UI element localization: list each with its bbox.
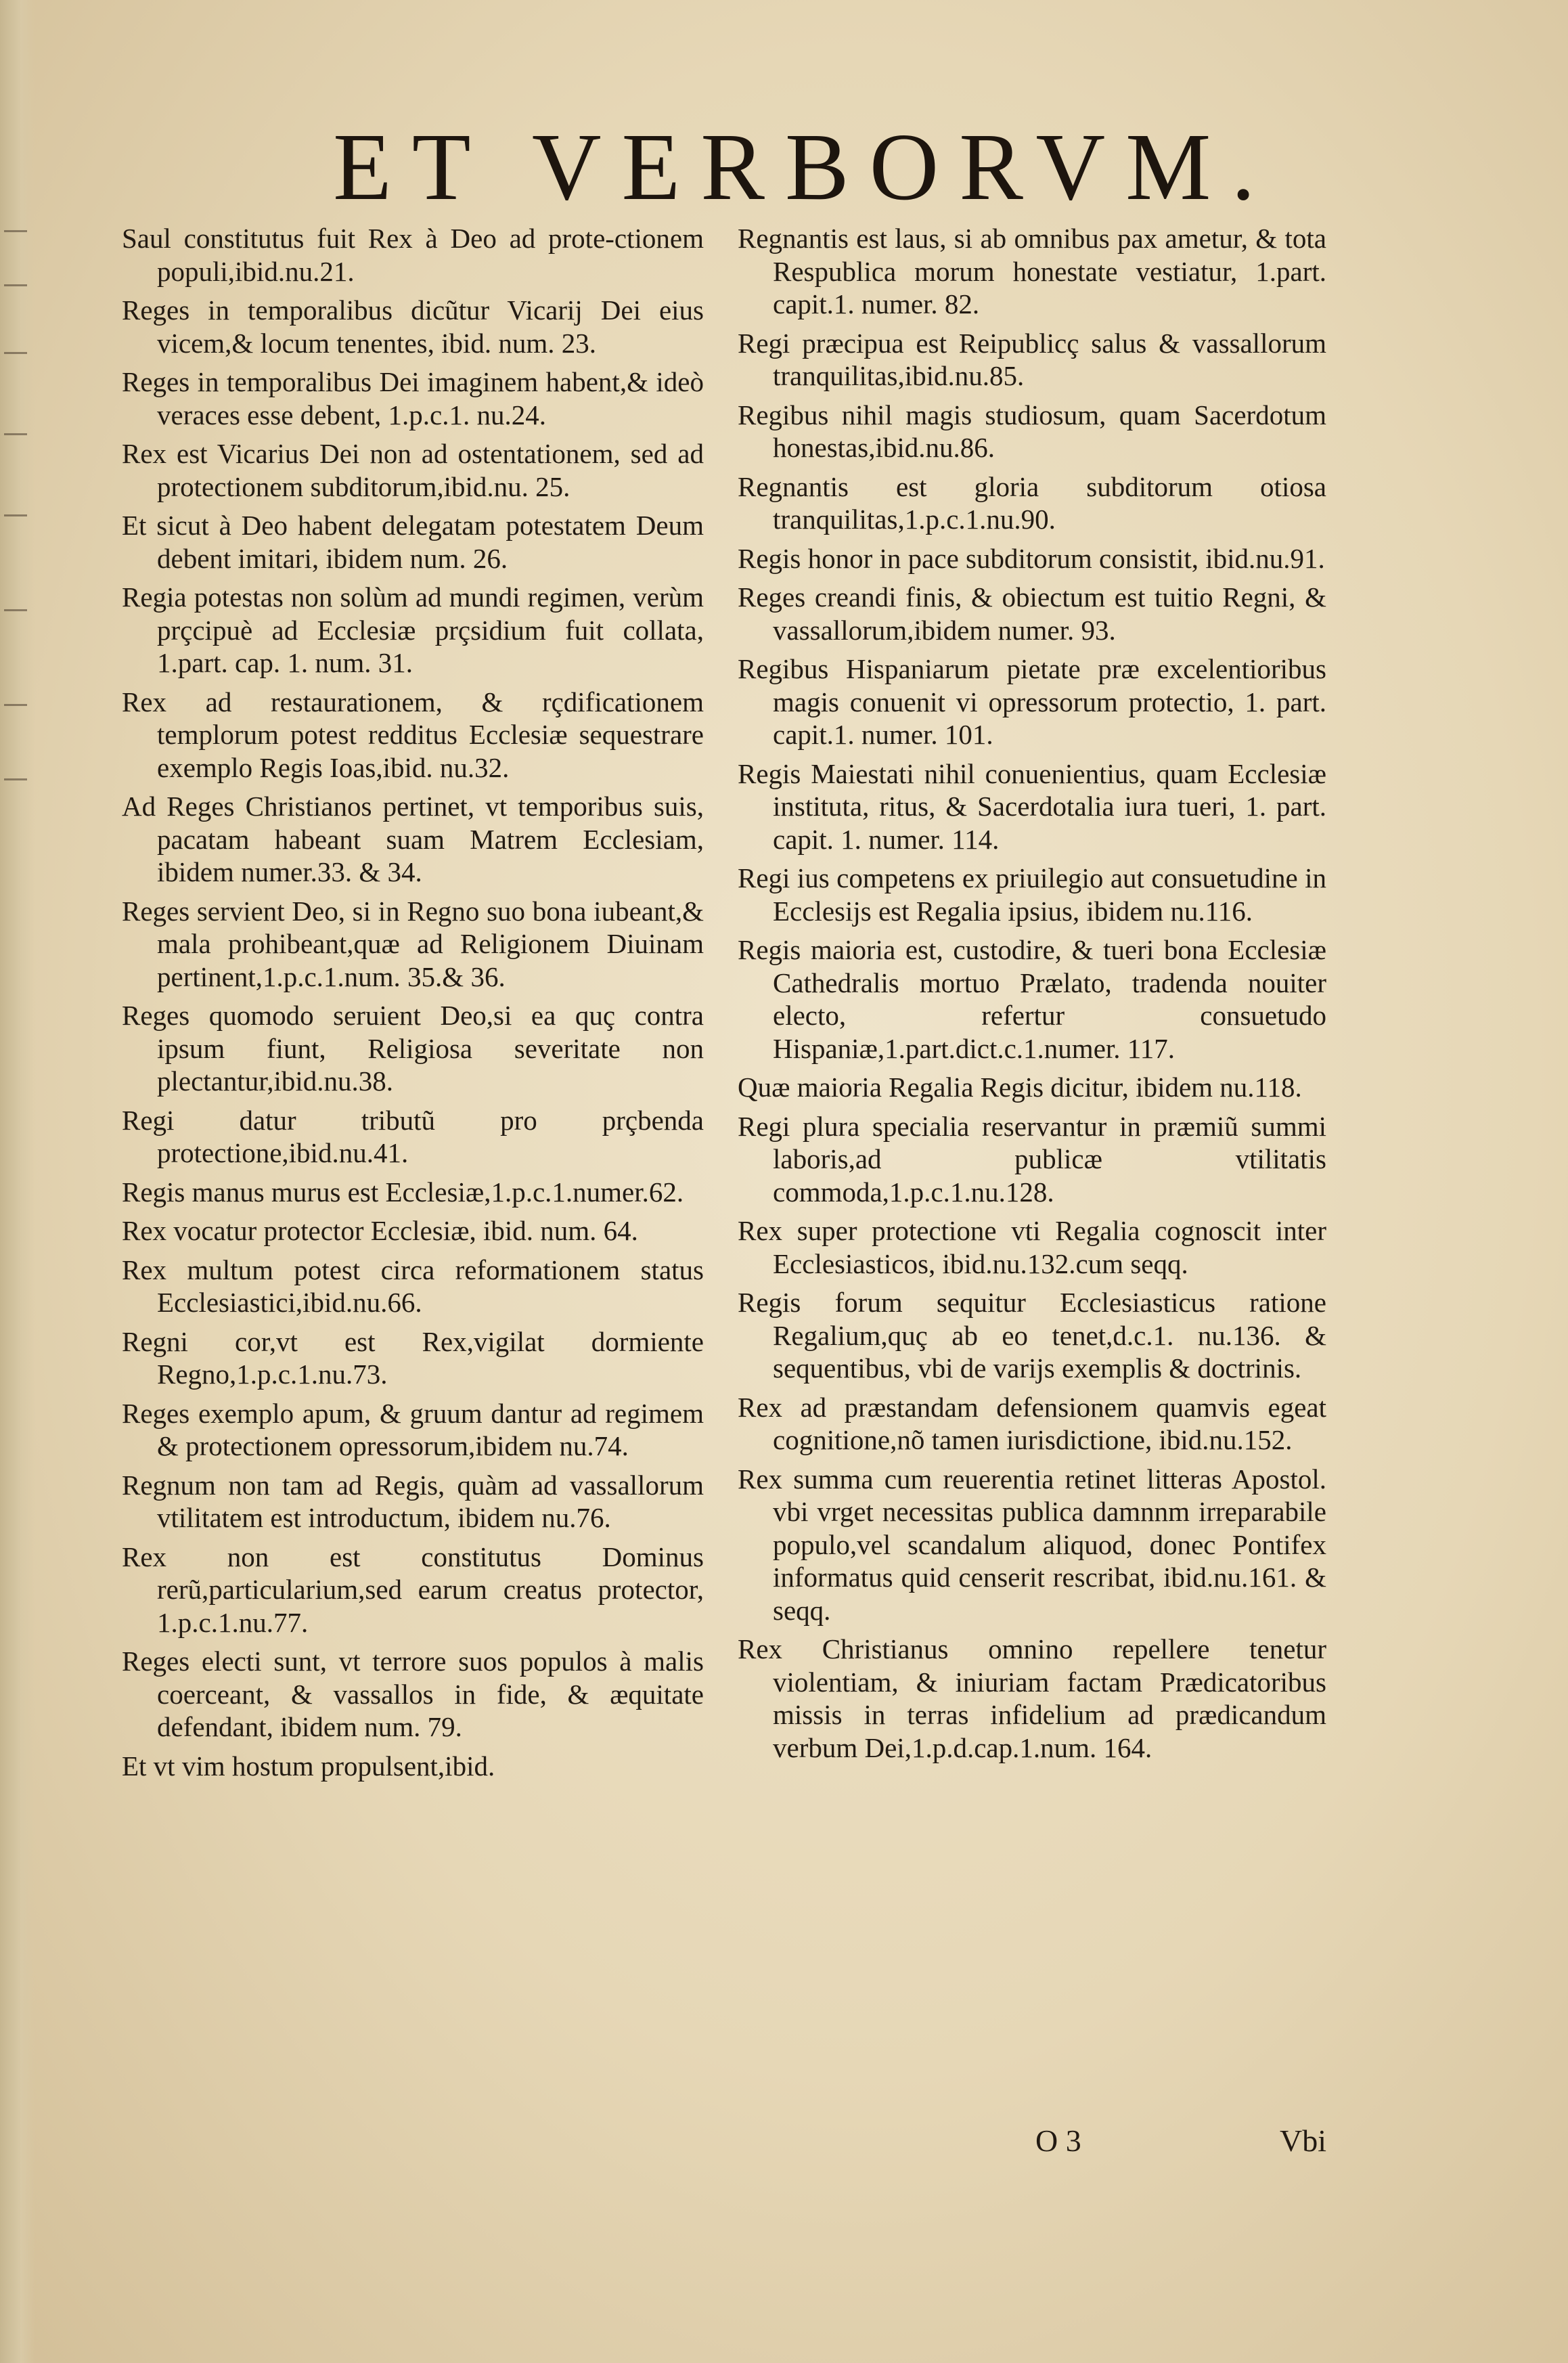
gutter-fragment [4,704,27,706]
catchword: Vbi [1280,2123,1326,2158]
index-entry: Et vt vim hostum propulsent,ibid. [122,1750,495,1782]
index-entry: Regnantis est laus, si ab omnibus pax ametur, & tota Respublica morum honestate vestiatur, 1.part. capit.1. numer. 82. [738,223,1326,319]
index-entry: Regis honor in pace subditorum consistit, ibid.nu.91. [738,542,1325,574]
right-column [738,222,1326,1770]
index-entry: Rex ad restaurationem, & rçdificationem templorum potest redditus Ecclesiæ sequestrare exemplo Regis Ioas,ibid. nu.32. [122,686,704,783]
page-title: ET VERBORVM. [333,113,1276,220]
index-entry: Reges in temporalibus dicũtur Vicarij Dei eius vicem,& locum tenentes, ibid. num. 23. [122,294,704,359]
gutter-fragment [4,514,27,516]
index-entry: Reges creandi finis, & obiectum est tuitio Regni, & vassallorum,ibidem numer. 93. [738,581,1326,646]
index-entry: Regnum non tam ad Regis, quàm ad vassallorum vtilitatem est introductum, ibidem nu.76. [122,1469,704,1533]
index-entry: Regnantis est gloria subditorum otiosa tranquilitas,1.p.c.1.nu.90. [738,470,1326,535]
gutter-fragment [4,778,27,780]
gutter-fragment [4,609,27,611]
index-entry: Ad Reges Christianos pertinet, vt temporibus suis, pacatam habeant suam Matrem Ecclesiam, ibidem numer.33. & 34. [122,791,704,887]
page-footer [738,2123,1326,2163]
index-entry: Rex multum potest circa reformationem status Ecclesiastici,ibid.nu.66. [122,1254,704,1318]
index-entry: Reges electi sunt, vt terrore suos populos à malis coerceant, & vassallos in fide, & æquitate defendant, ibidem num. 79. [122,1646,704,1742]
index-entry: Et sicut à Deo habent delegatam potestatem Deum debent imitari, ibidem num. 26. [122,510,704,574]
index-entry: Regi præcipua est Reipublicç salus & vassallorum tranquilitas,ibid.nu.85. [738,327,1326,391]
index-entry: Regis maioria est, custodire, & tueri bona Ecclesiæ Cathedralis mortuo Prælato, tradenda nouiter electo, refertur consuetudo Hispaniæ,1.part.dict.c.1.numer. 117. [738,934,1326,1064]
index-entry: Regia potestas non solùm ad mundi regimen, verùm prçcipuè ad Ecclesiæ prçsidium fuit collata, 1.part. cap. 1. num. 31. [122,581,704,678]
index-entry: Rex vocatur protector Ecclesiæ, ibid. num. 64. [122,1215,638,1246]
index-entry: Regibus nihil magis studiosum, quam Sacerdotum honestas,ibid.nu.86. [738,399,1326,463]
gutter-fragment [4,352,27,354]
index-entry: Quæ maioria Regalia Regis dicitur, ibidem nu.118. [738,1072,1302,1103]
index-entry: Reges in temporalibus Dei imaginem habent,& ideò veraces esse debent, 1.p.c.1. nu.24. [122,366,704,430]
index-entry: Rex non est constitutus Dominus rerũ,particularium,sed earum creatus protector, 1.p.c.1.nu.77. [122,1541,704,1638]
index-entry: Reges exemplo apum, & gruum dantur ad regimem & protectionem opressorum,ibidem nu.74. [122,1397,704,1461]
index-entry: Rex est Vicarius Dei non ad ostentationem, sed ad protectionem subditorum,ibid.nu. 25. [122,438,704,502]
index-entry: Reges servient Deo, si in Regno suo bona iubeant,& mala prohibeant,quæ ad Religionem Diuinam pertinent,1.p.c.1.num. 35.& 36. [122,895,704,992]
index-entry: Rex super protectione vti Regalia cognoscit inter Ecclesiasticos, ibid.nu.132.cum seqq. [738,1215,1326,1279]
index-entry: Regis Maiestati nihil conuenientius, quam Ecclesiæ instituta, ritus, & Sacerdotalia iura tueri, 1. part. capit. 1. numer. 114. [738,757,1326,855]
index-entry: Regis manus murus est Ecclesiæ,1.p.c.1.numer.62. [122,1176,684,1208]
index-entry: Rex Christianus omnino repellere tenetur violentiam, & iniuriam factam Prædicatoribus missis in terras infidelium ad prædicandum verbum Dei,1.p.d.cap.1.num. 164. [738,1633,1326,1763]
gutter-fragment [4,284,27,286]
index-entry: Regni cor,vt est Rex,vigilat dormiente Regno,1.p.c.1.nu.73. [122,1325,704,1390]
binding-gutter [0,0,35,2363]
gutter-fragment [4,433,27,435]
gutter-fragment [4,230,27,232]
index-entry: Regi plura specialia reservantur in præmiũ summi laboris,ad publicæ vtilitatis commoda,1.p.c.1.nu.128. [738,1110,1326,1208]
index-entry: Saul constitutus fuit Rex à Deo ad prote-ctionem populi,ibid.nu.21. [122,223,704,287]
index-entry: Reges quomodo seruient Deo,si ea quç contra ipsum fiunt, Religiosa severitate non plectantur,ibid.nu.38. [122,1000,704,1097]
index-entry: Regi datur tributũ pro prçbenda protectione,ibid.nu.41. [122,1104,704,1168]
left-column [122,222,704,1788]
index-entry: Regis forum sequitur Ecclesiasticus ratione Regalium,quç ab eo tenet,d.c.1. nu.136. & sequentibus, vbi de varijs exemplis & doctrinis. [738,1287,1326,1384]
index-entry: Rex ad præstandam defensionem quamvis egeat cognitione,nõ tamen iurisdictione, ibid.nu.152. [738,1391,1326,1455]
index-entry: Rex summa cum reuerentia retinet litteras Apostol. vbi vrget necessitas publica damnnm irreparabile populo,vel scandalum aliquod, donec Pontifex informatus quid censerit rescribat, ibid.nu.161. & seqq. [738,1463,1326,1626]
signature-mark: O 3 [1035,2123,1081,2158]
index-entry: Regibus Hispaniarum pietate præ excelentioribus magis conuenit vi opressorum protectio, 1. part. capit.1. numer. 101. [738,653,1326,750]
index-entry: Regi ius competens ex priuilegio aut consuetudine in Ecclesijs est Regalia ipsius, ibidem nu.116. [738,862,1326,927]
